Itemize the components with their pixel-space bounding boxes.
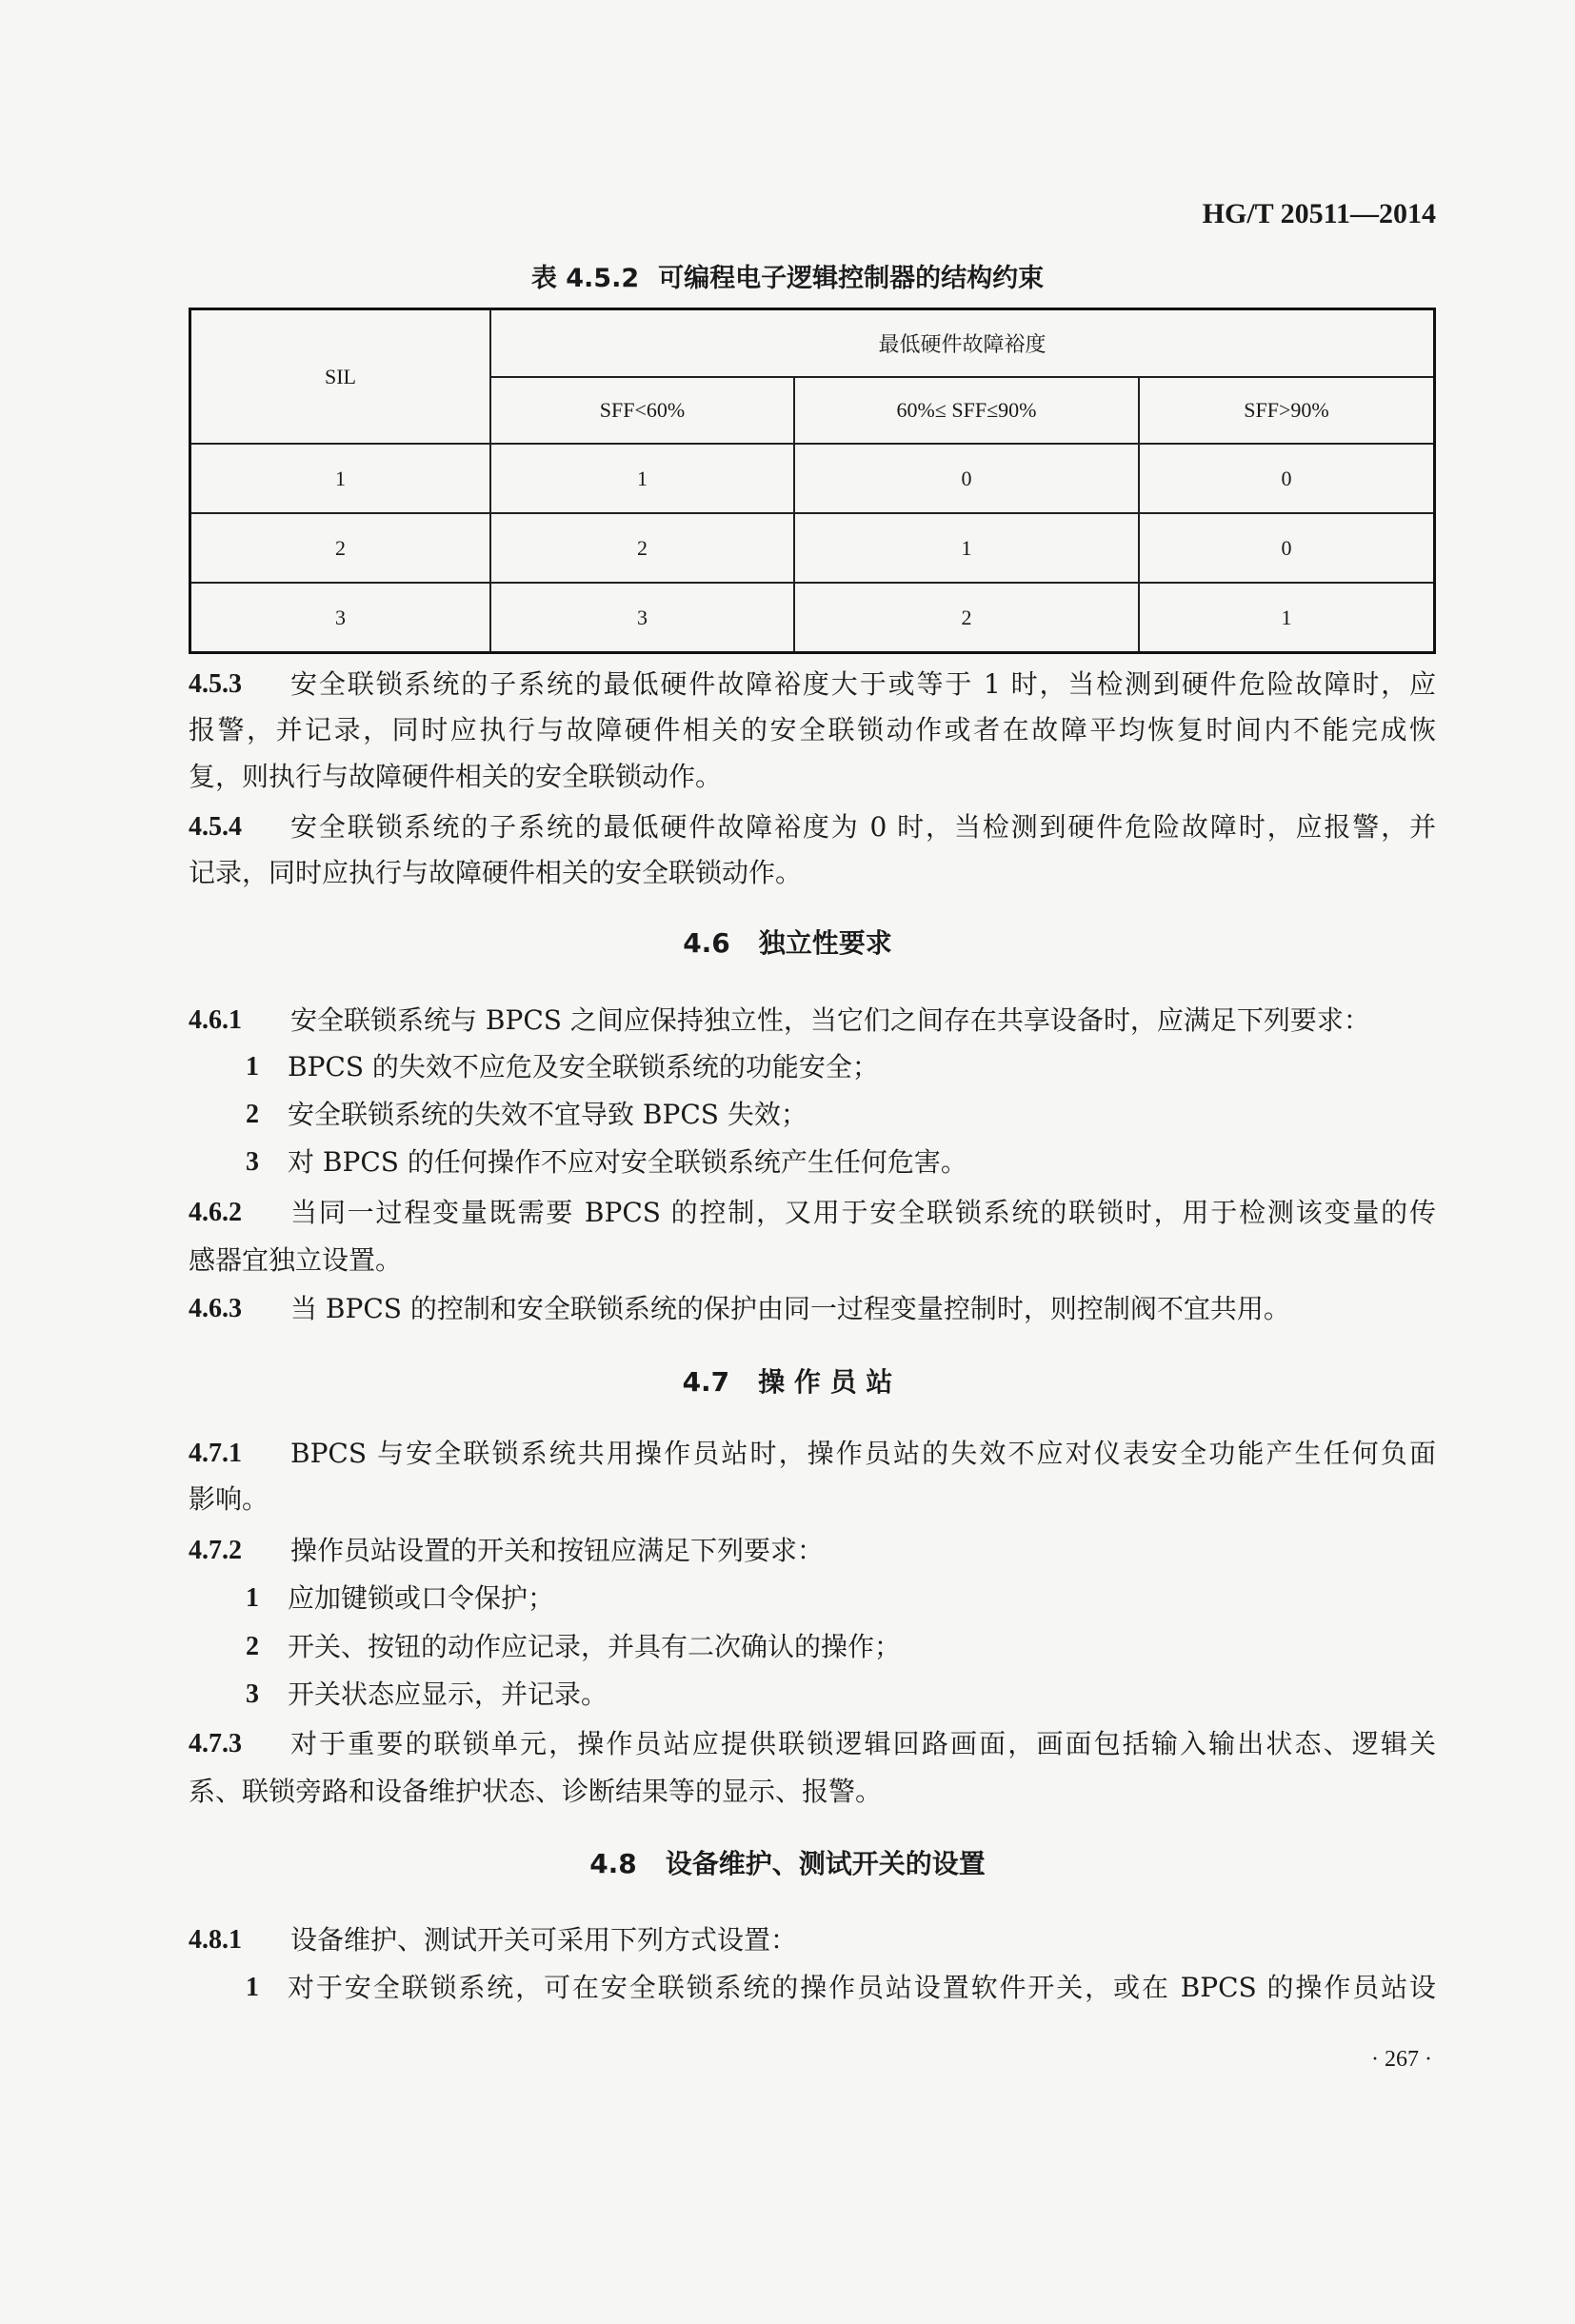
- clause-text: 影响。: [189, 1483, 269, 1515]
- list-item-number: 1: [246, 1052, 259, 1082]
- clause-text: 安全联锁系统的子系统的最低硬件故障裕度为 0 时，当检测到硬件危险故障时，应报警，并: [290, 811, 1436, 843]
- header-sff-mid: 60%≤ SFF≤90%: [794, 377, 1139, 444]
- table-caption: 可编程电子逻辑控制器的结构约束: [658, 264, 1045, 293]
- list-item-text: 开关状态应显示，并记录。: [288, 1678, 608, 1710]
- list-item-text: 对于安全联锁系统，可在安全联锁系统的操作员站设置软件开关，或在 BPCS 的操作员站设: [288, 1972, 1436, 2003]
- list-item-number: 2: [246, 1100, 259, 1129]
- clause-text: 感器宜独立设置。: [189, 1244, 403, 1276]
- clause-text: 复，则执行与故障硬件相关的安全联锁动作。: [189, 761, 723, 792]
- section-heading: [0, 1845, 1575, 1883]
- cell: 2: [490, 513, 794, 583]
- section-number: 4.7: [682, 1366, 730, 1398]
- list-item-number: 3: [246, 1147, 259, 1177]
- clause-text: BPCS 与安全联锁系统共用操作员站时，操作员站的失效不应对仪表安全功能产生任何负面: [290, 1438, 1436, 1469]
- section-number: 4.6: [683, 927, 730, 959]
- clause-text: 系、联锁旁路和设备维护状态、诊断结果等的显示、报警。: [189, 1776, 883, 1807]
- clause-number: 4.8.1: [189, 1925, 242, 1955]
- list-item-text: 对 BPCS 的任何操作不应对安全联锁系统产生任何危害。: [288, 1146, 967, 1178]
- structure-constraints-table: [189, 308, 1436, 654]
- header-sff-low: SFF<60%: [490, 377, 794, 444]
- cell: 3: [490, 583, 794, 653]
- header-sil: SIL: [190, 309, 491, 445]
- list-item-number: 2: [246, 1632, 259, 1661]
- header-hft: 最低硬件故障裕度: [490, 309, 1435, 378]
- clause-text: 当同一过程变量既需要 BPCS 的控制，又用于安全联锁系统的联锁时，用于检测该变量的传: [290, 1197, 1436, 1228]
- cell: 1: [794, 513, 1139, 583]
- clause-text: 记录，同时应执行与故障硬件相关的安全联锁动作。: [189, 857, 803, 888]
- cell: 2: [794, 583, 1139, 653]
- cell: 0: [794, 444, 1139, 513]
- table-row: [190, 583, 1435, 653]
- list-item-text: 开关、按钮的动作应记录，并具有二次确认的操作；: [288, 1631, 902, 1662]
- clause-number: 4.7.3: [189, 1729, 242, 1758]
- clause-text: 对于重要的联锁单元，操作员站应提供联锁逻辑回路画面，画面包括输入输出状态、逻辑关: [290, 1728, 1436, 1759]
- section-title: 操 作 员 站: [758, 1366, 893, 1398]
- clause-text: 操作员站设置的开关和按钮应满足下列要求：: [290, 1535, 825, 1566]
- clause-number: 4.6.3: [189, 1294, 242, 1323]
- clause-text: 当 BPCS 的控制和安全联锁系统的保护由同一过程变量控制时，则控制阀不宜共用。: [290, 1293, 1290, 1324]
- list-item-number: 1: [246, 1583, 259, 1613]
- header-sff-high: SFF>90%: [1139, 377, 1435, 444]
- table-row: [190, 513, 1435, 583]
- page-number: · 267 ·: [1371, 2047, 1432, 2072]
- cell: 1: [190, 444, 491, 513]
- section-title: 独立性要求: [758, 927, 892, 959]
- cell: 0: [1139, 513, 1435, 583]
- clause-number: 4.6.1: [189, 1005, 242, 1035]
- section-number: 4.8: [589, 1848, 637, 1879]
- section-title: 设备维护、测试开关的设置: [665, 1848, 986, 1879]
- cell: 1: [1139, 583, 1435, 653]
- clause-text: 安全联锁系统的子系统的最低硬件故障裕度大于或等于 1 时，当检测到硬件危险故障时，应: [290, 668, 1436, 700]
- list-item-number: 1: [246, 1973, 259, 2002]
- clause-text: 报警，并记录，同时应执行与故障硬件相关的安全联锁动作或者在故障平均恢复时间内不能完成恢: [189, 714, 1436, 745]
- clause-text: 设备维护、测试开关可采用下列方式设置：: [290, 1924, 798, 1956]
- clause-number: 4.5.3: [189, 669, 242, 699]
- clause-number: 4.6.2: [189, 1198, 242, 1227]
- cell: 3: [190, 583, 491, 653]
- table-number: 表 4.5.2: [530, 264, 640, 293]
- section-heading: [0, 924, 1575, 963]
- clause-text: 安全联锁系统与 BPCS 之间应保持独立性，当它们之间存在共享设备时，应满足下列要求：: [290, 1004, 1370, 1036]
- clause-number: 4.5.4: [189, 812, 242, 842]
- list-item-text: 应加键锁或口令保护；: [288, 1582, 555, 1614]
- list-item-text: BPCS 的失效不应危及安全联锁系统的功能安全；: [288, 1051, 879, 1083]
- table-title: [0, 257, 1575, 294]
- section-heading: [0, 1363, 1575, 1401]
- table-row: [190, 444, 1435, 513]
- clause-number: 4.7.1: [189, 1439, 242, 1468]
- cell: 1: [490, 444, 794, 513]
- list-item-number: 3: [246, 1679, 259, 1709]
- cell: 2: [190, 513, 491, 583]
- standard-code: HG/T 20511—2014: [1202, 198, 1436, 229]
- clause-number: 4.7.2: [189, 1536, 242, 1565]
- list-item-text: 安全联锁系统的失效不宜导致 BPCS 失效；: [288, 1099, 807, 1130]
- cell: 0: [1139, 444, 1435, 513]
